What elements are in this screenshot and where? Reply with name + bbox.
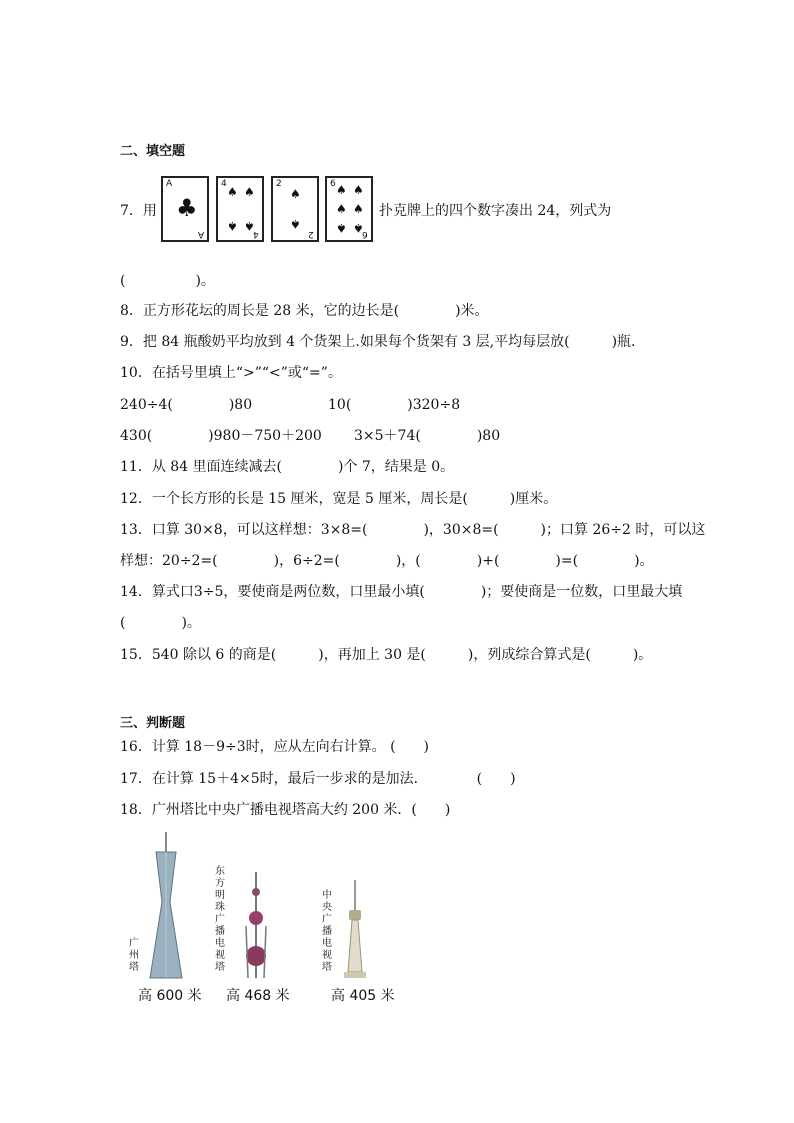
tower-name-cctv: 中央广播电视塔 — [322, 890, 332, 973]
question-7-text: 扑克牌上的四个数字凑出 24，列式为 — [379, 203, 612, 219]
card-rank: A — [166, 179, 173, 189]
tower-drawings — [120, 830, 400, 980]
playing-card-ace-clubs — [161, 176, 209, 242]
tower-height-guangzhou: 高 600 米 — [138, 988, 202, 1004]
question-8: 8．正方形花坛的周长是 28 米，它的边长是( )米。 — [120, 303, 489, 319]
question-14-line-2: ( )。 — [120, 615, 201, 631]
question-15: 15．540 除以 6 的商是( )，再加上 30 是( )，列成综合算式是( )。 — [120, 647, 653, 663]
question-13-line-1: 13．口算 30×8，可以这样想：3×8=( )，30×8=( )；口算 26÷2 时，可以这 — [120, 522, 706, 538]
section-heading-true-false: 三、判断题 — [120, 716, 186, 731]
question-10-item-a: 240÷4( )80 — [120, 397, 253, 413]
question-7-prefix: 7．用 — [120, 203, 157, 219]
canton-tower-icon — [150, 832, 182, 978]
cctv-tower-icon — [344, 880, 366, 978]
oriental-pearl-tower-icon — [246, 872, 266, 978]
tower-name-oriental-pearl: 东方明珠广播电视塔 — [215, 866, 225, 973]
card-rank: 6 — [330, 179, 336, 189]
card-rank: A — [197, 229, 204, 239]
card-rank: 6 — [362, 229, 368, 239]
card-rank: 4 — [221, 179, 227, 189]
spade-icon: ♠ — [227, 185, 238, 199]
question-9: 9．把 84 瓶酸奶平均放到 4 个货架上.如果每个货架有 3 层,平均每层放( )瓶． — [120, 334, 646, 350]
question-10-item-d: 3×5＋74( )80 — [354, 428, 501, 444]
spade-icon: ♠ — [227, 219, 238, 233]
playing-card-six-spades — [325, 176, 373, 242]
club-icon: ♣ — [176, 194, 198, 222]
question-10-item-b: 10( )320÷8 — [328, 397, 461, 413]
card-rank: 2 — [276, 179, 282, 189]
tower-height-cctv: 高 405 米 — [331, 988, 395, 1004]
question-14-line-1: 14．算式口3÷5，要使商是两位数，口里最小填( )；要使商是一位数，口里最大填 — [120, 584, 683, 600]
card-rank: 2 — [308, 229, 314, 239]
spade-icon: ♠ — [336, 202, 347, 216]
playing-card-four-spades — [216, 176, 264, 242]
spade-icon: ♠ — [290, 187, 301, 201]
playing-card-two-spades — [271, 176, 319, 242]
spade-icon: ♠ — [290, 217, 301, 231]
tower-name-guangzhou: 广州塔 — [129, 938, 139, 973]
question-16: 16．计算 18－9÷3时，应从左向右计算。 ( ) — [120, 739, 429, 755]
question-10: 10．在括号里填上“>”“<”或“=”。 — [120, 365, 342, 381]
spade-icon: ♠ — [336, 183, 347, 197]
question-18: 18．广州塔比中央广播电视塔高大约 200 米．( ) — [120, 802, 451, 818]
spade-icon: ♠ — [336, 221, 347, 235]
question-10-item-c: 430( )980－750＋200 — [120, 428, 322, 444]
question-7-answer-blank[interactable]: ( )。 — [120, 273, 215, 289]
question-13-line-2: 样想：20÷2=( )，6÷2=( )，( )+( )=( )。 — [120, 553, 654, 569]
section-heading-fill-in: 二、填空题 — [120, 144, 186, 159]
card-rank: 4 — [253, 229, 259, 239]
question-12: 12．一个长方形的长是 15 厘米，宽是 5 厘米，周长是( )厘米。 — [120, 491, 558, 507]
tower-height-oriental-pearl: 高 468 米 — [226, 988, 290, 1004]
spade-icon: ♠ — [353, 202, 364, 216]
spade-icon: ♠ — [244, 219, 255, 233]
spade-icon: ♠ — [244, 185, 255, 199]
question-11: 11．从 84 里面连续减去( )个 7，结果是 0。 — [120, 459, 455, 475]
spade-icon: ♠ — [353, 221, 364, 235]
spade-icon: ♠ — [353, 183, 364, 197]
question-17: 17．在计算 15＋4×5时，最后一步求的是加法． ( ) — [120, 771, 516, 787]
